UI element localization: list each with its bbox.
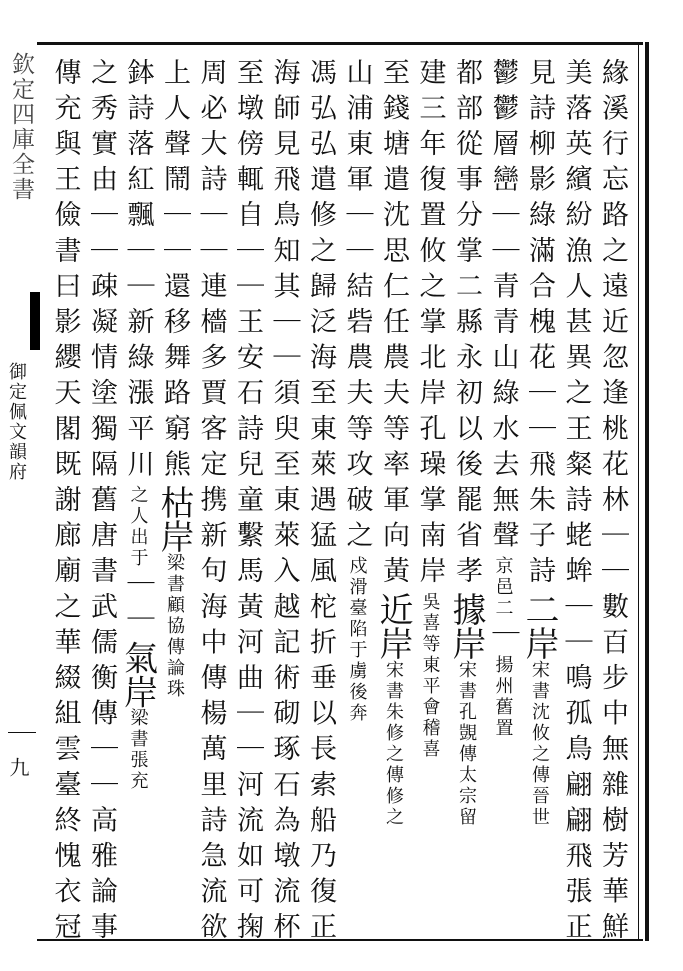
column-text: 美落英繽紛漁人甚異之王粲詩蛯蛑｜｜鳴孤鳥翩翩飛張正	[560, 58, 592, 948]
collection-title: 欽定四庫全書	[8, 52, 34, 202]
column-text: 緣溪行忘路之遠近忽逢桃花林｜｜數百步中無雜樹芳華鮮	[597, 58, 628, 948]
text-column	[46, 58, 84, 948]
column-text: ｜｜	[122, 569, 154, 641]
text-column	[228, 58, 266, 948]
column-text: 山浦東軍｜｜結砦農夫等攻破之	[341, 58, 373, 557]
text-column	[265, 58, 303, 948]
column-text: ｜	[487, 619, 519, 656]
page-margin	[0, 42, 37, 936]
annotation-text: 梁書顧協傳論珠	[164, 553, 185, 701]
annotation-text: 之人出于	[127, 485, 149, 570]
column-text: 馮弘弘遣修之歸泛海至東萊遇猛風柁折垂以長索船乃復正	[305, 58, 336, 948]
annotation-text: 宋書沈攸之傳晉世	[529, 660, 550, 828]
text-column	[520, 58, 558, 828]
text-column	[338, 58, 376, 724]
column-text: 建三年復置攸之掌北岸孔璪掌南岸	[414, 58, 446, 592]
annotation-text: 吳喜等東平會稽喜	[419, 592, 441, 760]
column-text: 鬱鬱層巒｜｜青青山綠水去無聲	[487, 58, 519, 557]
book-title: 御定佩文韻府	[6, 362, 27, 482]
column-text: 至墩傍輒自｜｜王安石詩兒童繫馬黃河曲｜｜河流如可掬	[232, 58, 263, 948]
text-column	[119, 58, 157, 792]
headword: 近岸	[373, 592, 413, 660]
column-text: 之秀實由｜｜疎凝情塗獨隔舊唐書武儒衡傳｜｜高雅論事	[86, 58, 117, 948]
column-text: 都部從事分掌二縣永初以後罷省孝	[451, 58, 482, 592]
headword: 枯岸	[154, 485, 194, 554]
page-number: 九	[6, 757, 30, 777]
column-text: 見詩柳影綠滿合槐花｜｜飛朱子詩	[524, 58, 555, 592]
text-column	[301, 58, 339, 948]
headword: 氣岸	[117, 640, 158, 709]
column-text: 傳充與王儉書曰影纓天閣既謝廊廟之華綴組雲臺終愧衣冠	[49, 58, 81, 948]
column-text: 周必大詩｜｜連檣多賈客定携新句海中傳楊萬里詩急流欲	[195, 58, 227, 948]
text-column	[82, 58, 120, 948]
column-text: 上人聲鬧｜｜還移舞路窮熊	[159, 58, 190, 486]
headword: 據岸	[446, 592, 486, 660]
text-column	[593, 58, 631, 948]
annotation-text: 京邑二	[492, 556, 514, 620]
text-column	[192, 58, 230, 948]
text-column	[484, 58, 522, 739]
frame-inner-line	[638, 45, 639, 939]
headword: 二岸	[519, 592, 559, 660]
column-text: 鉢詩落紅飄｜｜新綠漲平川	[122, 58, 154, 486]
annotation-text: 揚州舊置	[492, 655, 514, 740]
column-text: 至錢塘遣沈思仁任農夫等率軍向黃	[378, 58, 409, 592]
annotation-text: 戍滑臺陷于虜後奔	[346, 556, 368, 725]
text-column	[447, 58, 485, 828]
annotation-text: 宋書孔覬傳太宗留	[456, 660, 477, 828]
margin-rule	[8, 732, 36, 733]
text-column	[155, 58, 193, 700]
annotation-text: 宋書朱修之傳修之	[383, 660, 404, 828]
column-text: 海師見飛鳥知其｜｜須臾至東萊入越記術砌琢石為墩流杯	[268, 58, 300, 948]
annotation-text: 梁書張充	[127, 708, 149, 793]
text-column	[411, 58, 449, 760]
text-column	[557, 58, 595, 948]
text-column	[374, 58, 412, 828]
